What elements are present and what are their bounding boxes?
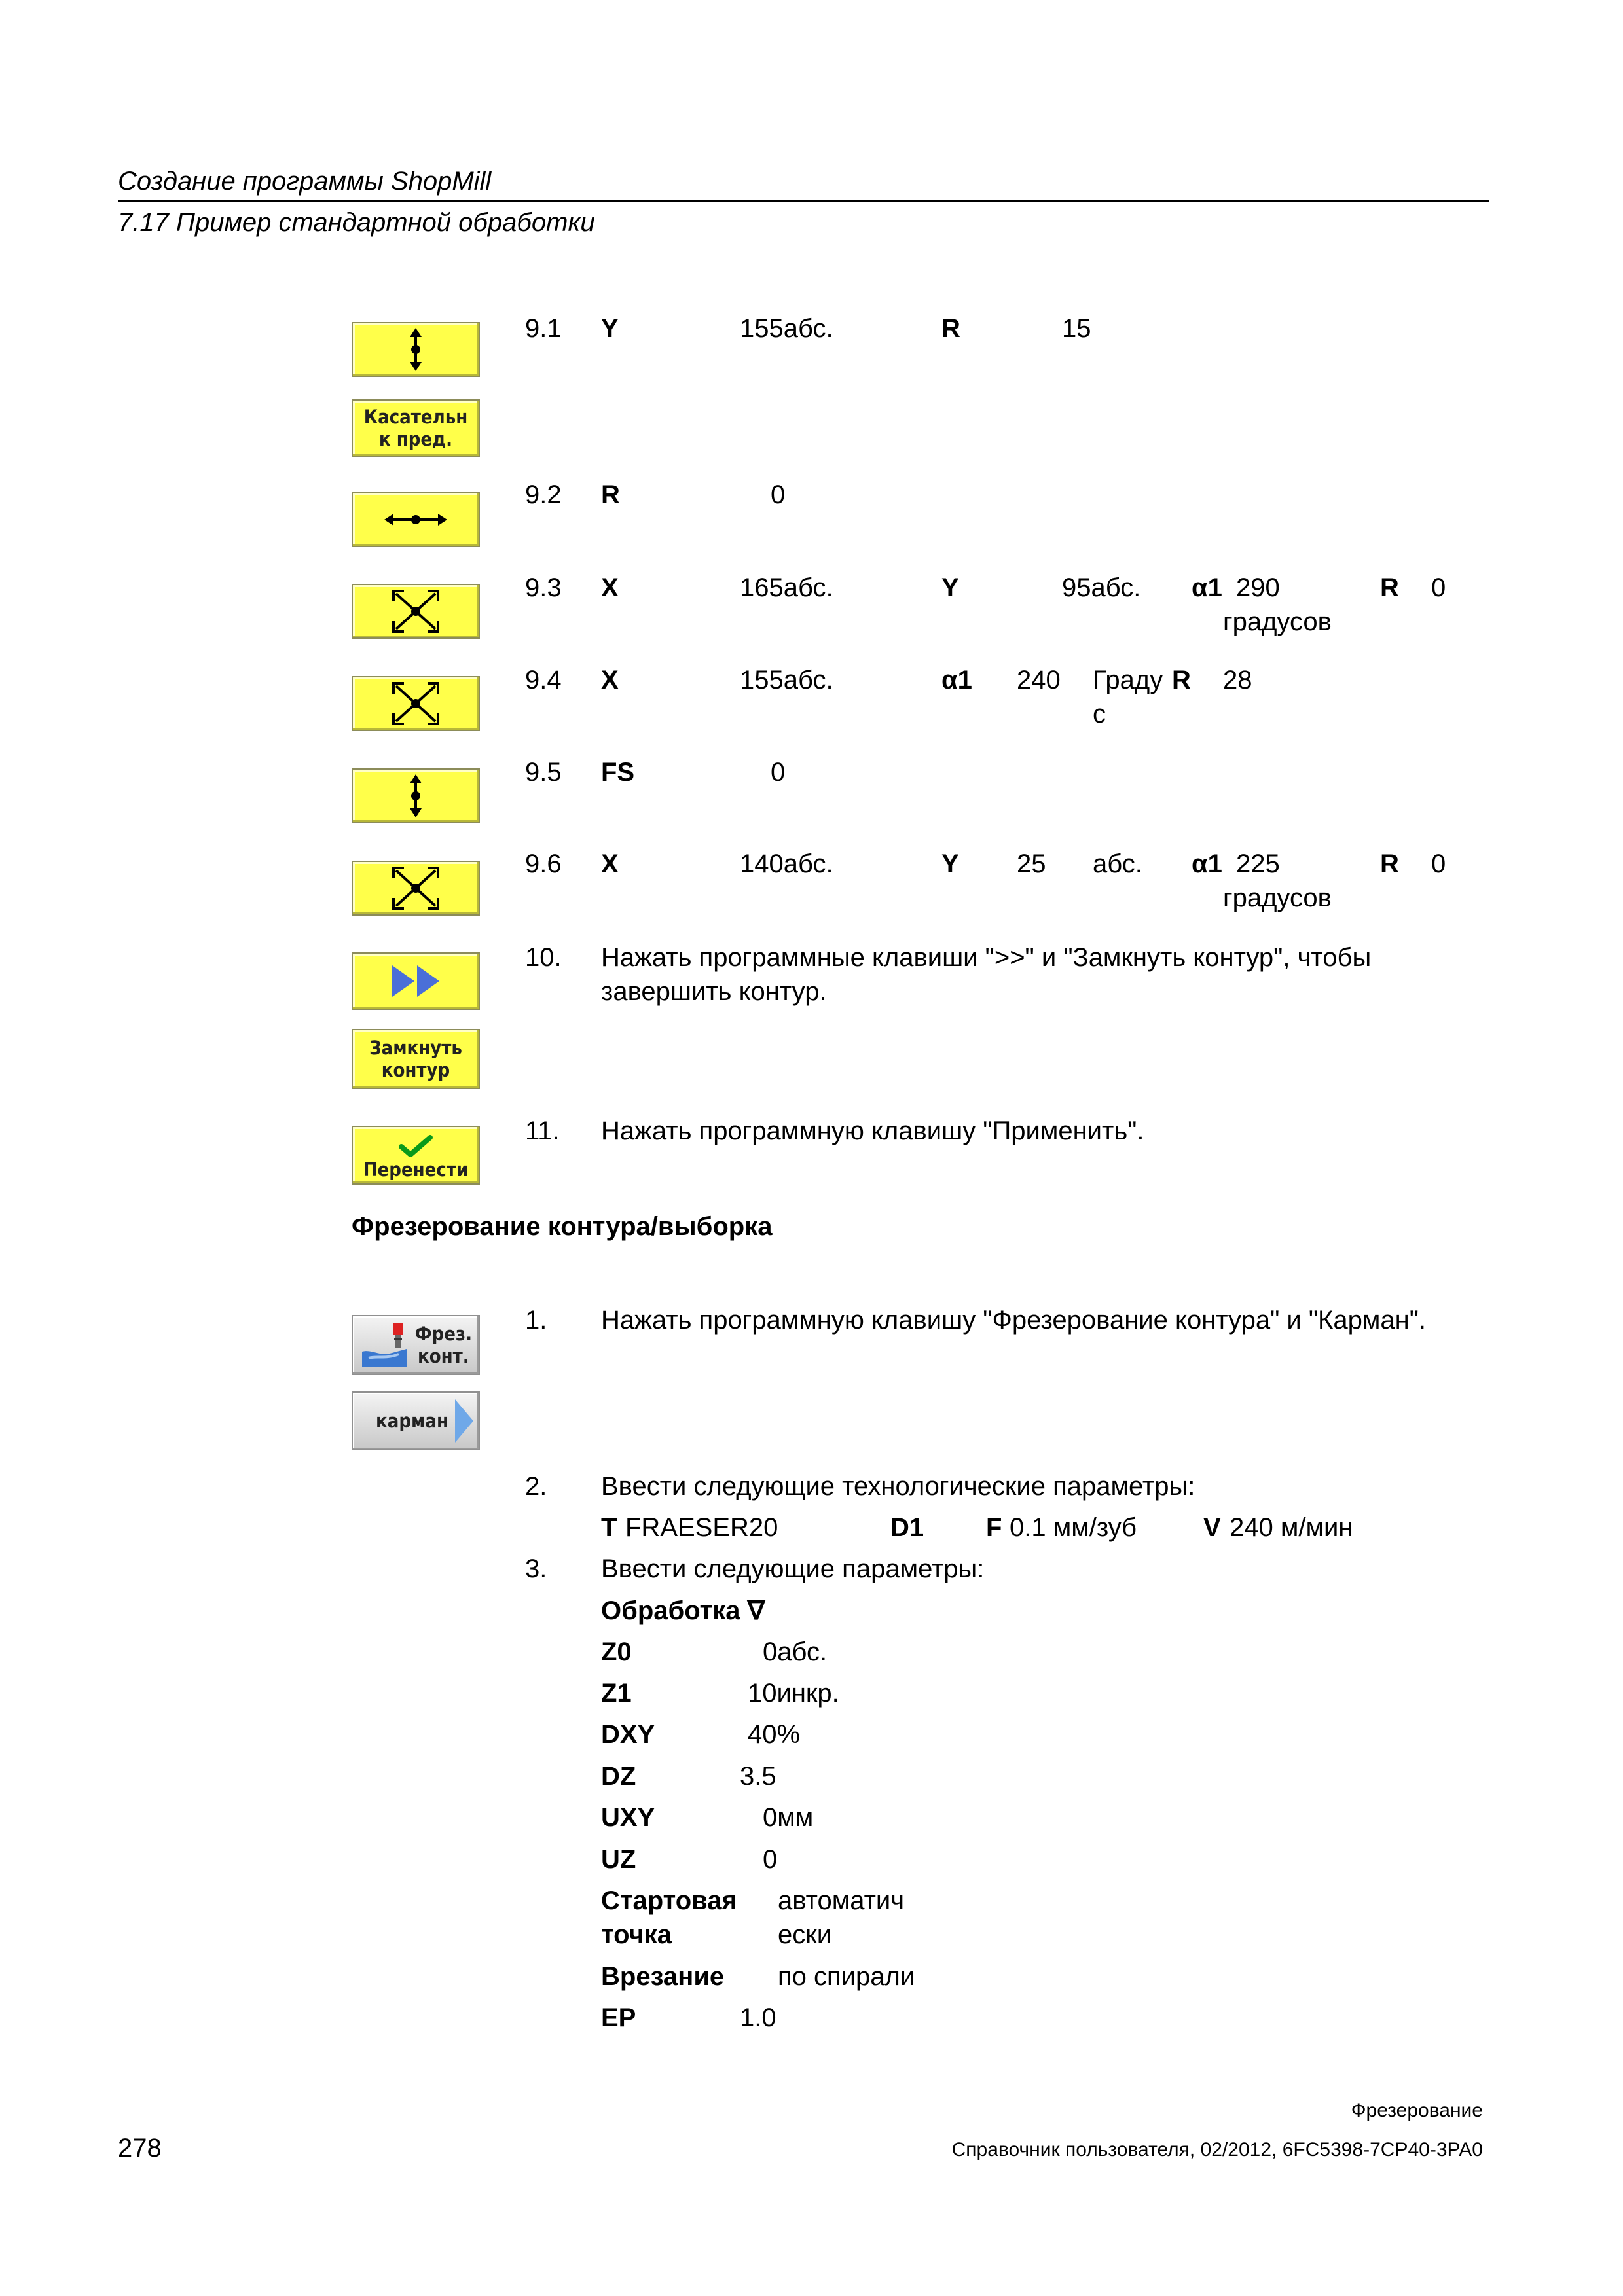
step-9-3-value3: 290: [1236, 573, 1280, 602]
mill-step-2-number: 2.: [525, 1472, 547, 1501]
step-9-5-value1: 0: [771, 758, 786, 787]
step-10-text-2: завершить контур.: [601, 977, 827, 1006]
vertical-line-softkey-2[interactable]: [352, 768, 480, 823]
diagonal-arrows-icon: [390, 681, 442, 726]
mill-step-1-text: Нажать программную клавишу "Фрезерование контура" и "Карман".: [601, 1306, 1426, 1335]
step-9-4-value3: 28: [1223, 666, 1252, 694]
tech-t-label: T: [601, 1513, 617, 1542]
tech-d-label: D1: [890, 1513, 924, 1542]
mill-label-2: конт.: [417, 1345, 469, 1367]
step-9-4-value2: 240: [1017, 666, 1061, 694]
mill-label-1: Фрез.: [414, 1323, 472, 1345]
step-9-4-unit2a: Граду: [1093, 666, 1163, 694]
step-10-text-1: Нажать программные клавиши ">>" и "Замкнуть контур", чтобы: [601, 943, 1372, 972]
mill-step-2-text: Ввести следующие технологические параметры:: [601, 1472, 1195, 1501]
diagonal-line-softkey-2[interactable]: [352, 676, 480, 731]
step-9-6-value4: 0: [1431, 850, 1446, 878]
step-9-2-number: 9.2: [525, 480, 562, 509]
tangent-label-1: Касательн: [363, 406, 468, 428]
step-9-3-number: 9.3: [525, 573, 562, 602]
param-uz-label: UZ: [601, 1845, 636, 1874]
tech-f-label: F: [986, 1513, 1002, 1542]
diagonal-line-softkey-3[interactable]: [352, 861, 480, 916]
step-11-text: Нажать программную клавишу "Применить".: [601, 1117, 1144, 1145]
mill-label: [415, 1323, 472, 1367]
apply-label: Перенести: [363, 1158, 469, 1181]
diagonal-arrows-icon: [390, 865, 442, 911]
diagonal-arrows-icon: [390, 588, 442, 634]
step-9-6-unit2: абс.: [1093, 850, 1142, 878]
step-9-6-number: 9.6: [525, 850, 562, 878]
step-9-1-value2: 15: [1062, 314, 1091, 343]
step-9-6-value1: 140абс.: [740, 850, 833, 878]
section-title: 7.17 Пример стандартной обработки: [118, 208, 595, 237]
param-ep-label: EP: [601, 2003, 636, 2032]
param-ep-value: 1.0: [740, 2003, 776, 2032]
param-start-value-2: ески: [778, 1920, 832, 1949]
fast-forward-icon: [390, 963, 442, 999]
arrow-right-icon: [452, 1398, 475, 1444]
step-9-5-param1: FS: [601, 758, 635, 787]
milling-icon: [359, 1319, 409, 1371]
param-z1-value: 10инкр.: [748, 1679, 839, 1708]
step-9-3-value1: 165абс.: [740, 573, 833, 602]
step-9-1-number: 9.1: [525, 314, 562, 343]
step-9-1-param1: Y: [601, 314, 619, 343]
close-label-2: контур: [381, 1059, 450, 1081]
param-uz-value: 0: [763, 1845, 778, 1874]
step-9-3-param3: α1: [1192, 573, 1222, 602]
step-9-6-value3: 225: [1236, 850, 1280, 878]
step-9-6-param1: X: [601, 850, 619, 878]
tech-v-label: V: [1203, 1513, 1221, 1542]
close-label-1: Замкнуть: [369, 1037, 462, 1059]
param-z1-label: Z1: [601, 1679, 632, 1708]
step-9-1-value1: 155абс.: [740, 314, 833, 343]
mill-step-3-number: 3.: [525, 1554, 547, 1583]
horizontal-arrows-icon: [383, 507, 448, 533]
step-9-6-param2: Y: [941, 850, 959, 878]
param-dxy-value: 40%: [748, 1720, 801, 1749]
tangent-label-2: к пред.: [378, 428, 453, 450]
diagonal-line-softkey[interactable]: [352, 584, 480, 639]
param-z0-label: Z0: [601, 1638, 632, 1666]
vertical-arrows-icon: [403, 327, 429, 372]
checkmark-icon: [397, 1134, 434, 1158]
step-9-2-param1: R: [601, 480, 620, 509]
param-start-value-1: автоматич: [778, 1886, 905, 1915]
step-9-3-param4: R: [1380, 573, 1399, 602]
step-9-6-value2: 25: [1017, 850, 1046, 878]
section-heading: Фрезерование контура/выборка: [352, 1212, 773, 1241]
step-9-3-value4: 0: [1431, 573, 1446, 602]
step-9-4-unit2b: с: [1093, 700, 1106, 728]
pocket-softkey[interactable]: [352, 1391, 480, 1450]
contour-milling-softkey[interactable]: [352, 1315, 480, 1375]
step-9-1-param2: R: [941, 314, 960, 343]
param-start-label-1: Стартовая: [601, 1886, 737, 1915]
tech-v-value: 240 м/мин: [1230, 1513, 1353, 1542]
chapter-title: Создание программы ShopMill: [118, 167, 492, 196]
step-9-3-param2: Y: [941, 573, 959, 602]
param-uxy-value: 0мм: [763, 1803, 814, 1832]
params-heading: Обработка ∇: [601, 1596, 765, 1625]
step-9-3-unit3: градусов: [1223, 607, 1332, 636]
step-9-3-param1: X: [601, 573, 619, 602]
param-start-label-2: точка: [601, 1920, 672, 1949]
param-plunge-label: Врезание: [601, 1962, 725, 1991]
param-z0-value: 0абс.: [763, 1638, 828, 1666]
close-contour-softkey[interactable]: [352, 1029, 480, 1089]
step-9-6-param4: R: [1380, 850, 1399, 878]
param-dxy-label: DXY: [601, 1720, 655, 1749]
tech-t-value: FRAESER20: [625, 1513, 778, 1542]
vertical-line-softkey[interactable]: [352, 322, 480, 377]
footer-topic: Фрезерование: [1351, 2100, 1483, 2121]
param-uxy-label: UXY: [601, 1803, 655, 1832]
tech-f-value: 0.1 мм/зуб: [1010, 1513, 1137, 1542]
tangent-softkey[interactable]: [352, 399, 480, 457]
step-9-2-value1: 0: [771, 480, 786, 509]
step-9-6-param3: α1: [1192, 850, 1222, 878]
param-dz-label: DZ: [601, 1762, 636, 1791]
step-9-5-number: 9.5: [525, 758, 562, 787]
mill-step-1-number: 1.: [525, 1306, 547, 1335]
param-dz-value: 3.5: [740, 1762, 776, 1791]
vertical-arrows-icon: [403, 773, 429, 819]
step-9-4-value1: 155абс.: [740, 666, 833, 694]
step-9-6-unit3: градусов: [1223, 884, 1332, 912]
param-plunge-value: по спирали: [778, 1962, 915, 1991]
step-11-number: 11.: [525, 1117, 560, 1145]
mill-step-3-text: Ввести следующие параметры:: [601, 1554, 985, 1583]
footer-reference: Справочник пользователя, 02/2012, 6FC5398-7CP40-3PA0: [951, 2139, 1483, 2161]
header-rule: [118, 200, 1489, 202]
more-softkey[interactable]: [352, 952, 480, 1010]
step-9-4-param3: R: [1172, 666, 1191, 694]
step-10-number: 10.: [525, 943, 562, 972]
step-9-4-number: 9.4: [525, 666, 562, 694]
step-9-3-value2: 95абс.: [1062, 573, 1141, 602]
step-9-4-param1: X: [601, 666, 619, 694]
horizontal-line-softkey[interactable]: [352, 492, 480, 547]
page-number: 278: [118, 2134, 162, 2162]
apply-softkey[interactable]: [352, 1126, 480, 1185]
step-9-4-param2: α1: [941, 666, 972, 694]
pocket-label: карман: [376, 1410, 448, 1432]
